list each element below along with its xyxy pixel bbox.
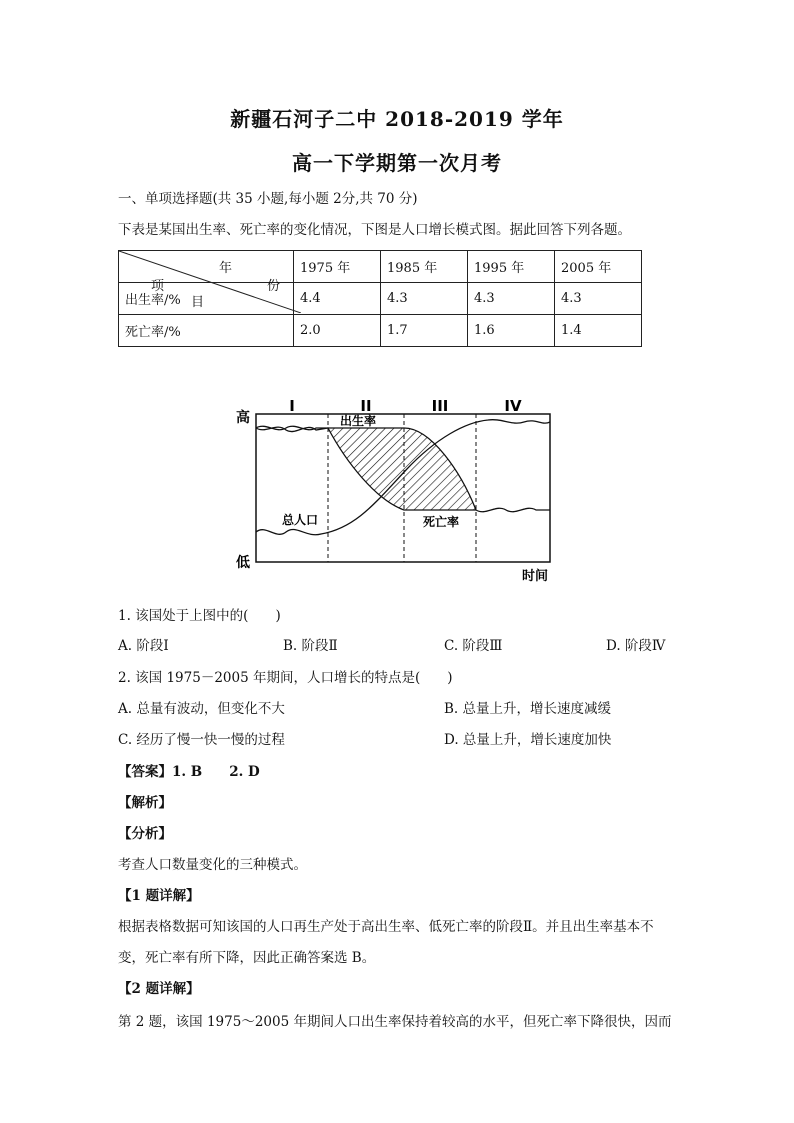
population-growth-model-figure [226, 392, 566, 584]
q2-stem: 2. 该国 1975－2005 年期间，人口增长的特点是( ) [118, 670, 453, 686]
rates-table [118, 250, 642, 347]
y-low-label: 低 [236, 555, 250, 571]
q2-detail-heading: 【2 题详解】 [118, 981, 200, 997]
q1-option-b[interactable]: B. 阶段Ⅱ [283, 638, 338, 654]
table-cell: 4.3 [468, 283, 555, 315]
corner-label-mu: 目 [191, 295, 205, 310]
q2-option-b[interactable]: B. 总量上升，增长速度减缓 [444, 701, 612, 717]
table-header-cell: 1985 年 [381, 251, 468, 283]
row-label: 死亡率/% [119, 315, 294, 347]
q1-option-d[interactable]: D. 阶段Ⅳ [606, 638, 666, 654]
population-label: 总人口 [282, 513, 319, 527]
intro-text: 下表是某国出生率、死亡率的变化情况，下图是人口增长模式图。据此回答下列各题。 [118, 222, 631, 238]
table-row [119, 315, 642, 347]
title-line-2: 高一下学期第一次月考 [292, 151, 502, 175]
q2-option-a[interactable]: A. 总量有波动，但变化不大 [118, 701, 285, 717]
corner-label-fen: 份 [267, 279, 281, 294]
table-header-cell: 1975 年 [294, 251, 381, 283]
q1-detail-heading: 【1 题详解】 [118, 888, 200, 904]
q2-detail-line-1: 第 2 题，该国 1975～2005 年期间人口出生率保持着较高的水平，但死亡率下降很快，因而 [118, 1014, 672, 1030]
corner-label-xiang: 项 [151, 279, 165, 294]
x-axis-label: 时间 [522, 569, 549, 584]
table-header-row [119, 251, 642, 283]
q2-option-d[interactable]: D. 总量上升，增长速度加快 [444, 732, 612, 748]
q1-detail-line-1: 根据表格数据可知该国的人口再生产处于高出生率、低死亡率的阶段Ⅱ。并且出生率基本不 [118, 919, 654, 935]
q1-detail-line-2: 变，死亡率有所下降，因此正确答案选 B。 [118, 950, 376, 966]
answer-line: 【答案】1. B 2. D [118, 764, 260, 780]
table-header-cell: 2005 年 [555, 251, 642, 283]
table-cell: 4.4 [294, 283, 381, 315]
birth-rate-label: 出生率 [340, 414, 377, 428]
table-cell: 4.3 [555, 283, 642, 315]
table-cell: 4.3 [381, 283, 468, 315]
fenxi-heading: 【分析】 [118, 826, 172, 842]
natural-increase-area [328, 428, 476, 510]
stage-label: IV [504, 397, 522, 415]
table-cell: 1.7 [381, 315, 468, 347]
table-cell: 1.4 [555, 315, 642, 347]
q2-option-c[interactable]: C. 经历了慢一快一慢的过程 [118, 732, 285, 748]
jiexi-heading: 【解析】 [118, 795, 172, 811]
death-rate-label: 死亡率 [423, 515, 460, 529]
stage-label: I [289, 397, 295, 415]
section-heading: 一、单项选择题(共 35 小题,每小题 2分,共 70 分) [118, 191, 418, 207]
fenxi-text: 考查人口数量变化的三种模式。 [118, 857, 307, 873]
q1-option-c[interactable]: C. 阶段Ⅲ [444, 638, 503, 654]
stage-label: II [360, 397, 372, 415]
table-cell: 2.0 [294, 315, 381, 347]
q1-stem: 1. 该国处于上图中的( ) [118, 608, 281, 624]
table-cell: 1.6 [468, 315, 555, 347]
title-line-1: 新疆石河子二中 2018-2019 学年 [230, 107, 564, 131]
row-label: 出生率/% [119, 283, 294, 315]
y-high-label: 高 [236, 410, 250, 426]
stage-label: III [431, 397, 449, 415]
corner-label-year: 年 [219, 261, 233, 276]
table-header-cell: 1995 年 [468, 251, 555, 283]
q1-option-a[interactable]: A. 阶段Ⅰ [118, 638, 169, 654]
